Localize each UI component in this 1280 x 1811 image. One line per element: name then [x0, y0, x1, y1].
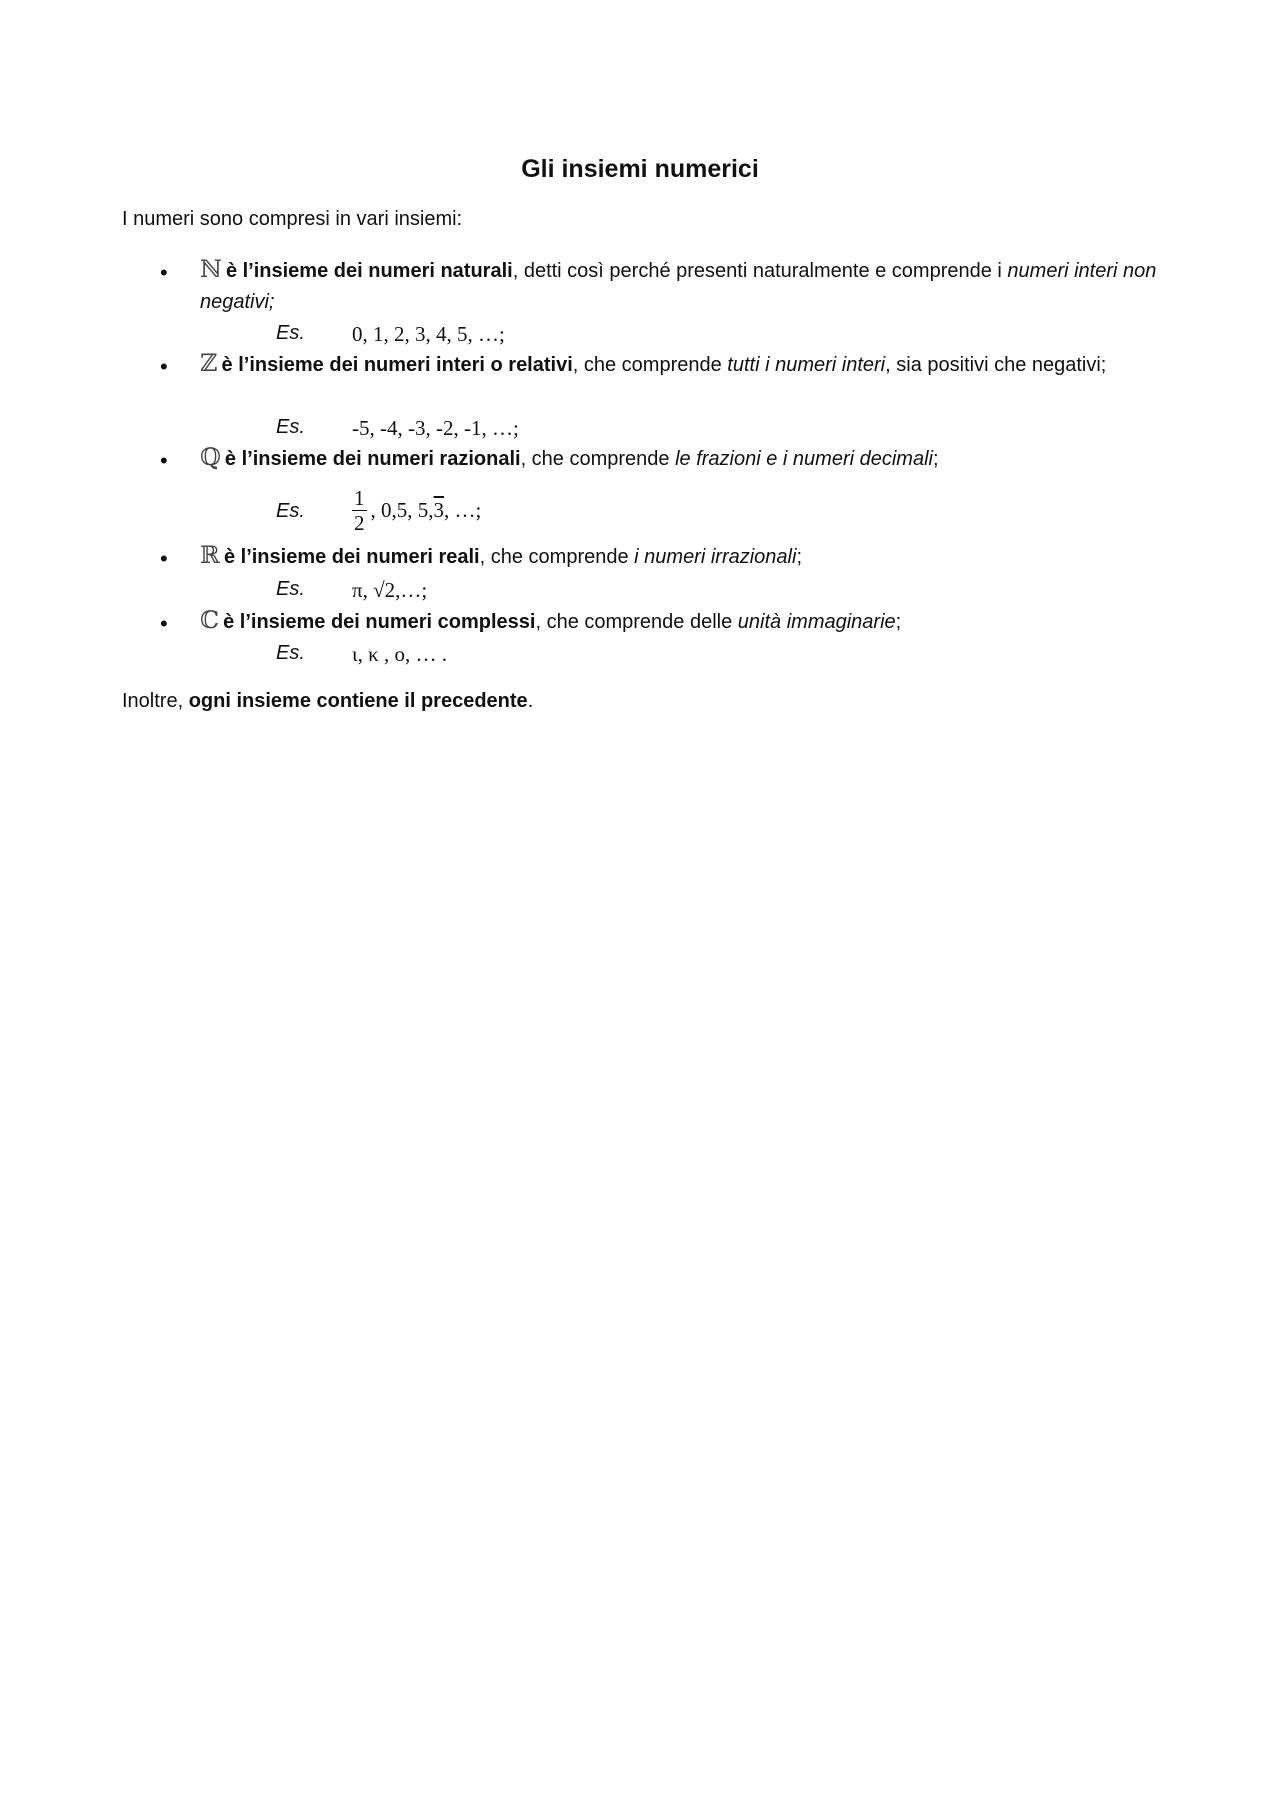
bullet-icon: • — [160, 260, 168, 285]
item-text: , che comprende delle — [535, 611, 738, 633]
item-text: , che comprende — [520, 448, 676, 470]
example-value: -5, -4, -3, -2, -1, …; — [352, 416, 519, 440]
item-italic: unità immaginarie — [737, 611, 896, 633]
page-title: Gli insiemi numerici — [521, 155, 759, 183]
item-text-end: ; — [932, 448, 939, 470]
item-italic: tutti i numeri interi — [727, 354, 886, 376]
item-text: , che comprende — [479, 546, 635, 568]
item-bold: è l’insieme dei numeri reali — [223, 546, 480, 568]
example-value: ι, κ , ο, … . — [352, 642, 447, 666]
item-bold: è l’insieme dei numeri interi o relativi — [221, 354, 573, 376]
reals-symbol: ℝ — [200, 541, 220, 569]
list-item-reals — [200, 540, 1160, 573]
bullet-icon: • — [160, 448, 168, 473]
example-label: Es. — [276, 578, 305, 600]
bullet-icon: • — [160, 354, 168, 379]
item-italic: numeri interi non negativi; — [200, 260, 1157, 313]
list-item-complex — [200, 605, 1160, 638]
item-text-end: ; — [895, 611, 902, 633]
bullet-icon: • — [160, 546, 168, 571]
complex-symbol: ℂ — [200, 606, 220, 634]
item-bold: è l’insieme dei numeri naturali — [225, 260, 513, 282]
item-text: , che comprende — [572, 354, 728, 376]
fraction — [352, 486, 367, 535]
repeating-digit: 3 — [433, 498, 444, 522]
list-item-naturals — [200, 254, 1160, 318]
fraction-numerator: 1 — [354, 486, 365, 510]
closing-paragraph — [122, 690, 533, 713]
item-text-end: , sia positivi che negativi; — [885, 354, 1107, 376]
outro-end: . — [527, 690, 534, 712]
example-label: Es. — [276, 322, 305, 344]
example-label: Es. — [276, 416, 305, 438]
example-value: 0, 1, 2, 3, 4, 5, …; — [352, 322, 505, 346]
item-bold: è l’insieme dei numeri complessi — [223, 611, 536, 633]
list-item-rationals — [200, 442, 1160, 475]
item-text: , detti così perché presenti naturalmente e comprende i — [512, 260, 1008, 282]
bullet-icon: • — [160, 611, 168, 636]
rationals-symbol: ℚ — [200, 443, 221, 471]
item-bold: è l’insieme dei numeri razionali — [224, 448, 521, 470]
example-rest: , 0,5, 5, — [370, 498, 434, 522]
outro-start: Inoltre, — [122, 690, 189, 712]
example-label: Es. — [276, 500, 305, 522]
list-item-integers — [200, 348, 1160, 381]
integers-symbol: ℤ — [200, 349, 218, 377]
fraction-denominator: 2 — [354, 511, 365, 535]
intro-paragraph: I numeri sono compresi in vari insiemi: — [122, 208, 463, 230]
naturals-symbol: ℕ — [200, 255, 222, 283]
outro-bold: ogni insieme contiene il precedente — [188, 690, 528, 712]
example-label: Es. — [276, 642, 305, 664]
item-italic: le frazioni e i numeri decimali — [675, 448, 933, 470]
example-end: , …; — [444, 498, 482, 522]
item-italic: i numeri irrazionali — [634, 546, 797, 568]
example-value — [352, 486, 481, 535]
example-value: π, √2,…; — [352, 578, 428, 602]
item-text-end: ; — [796, 546, 802, 568]
